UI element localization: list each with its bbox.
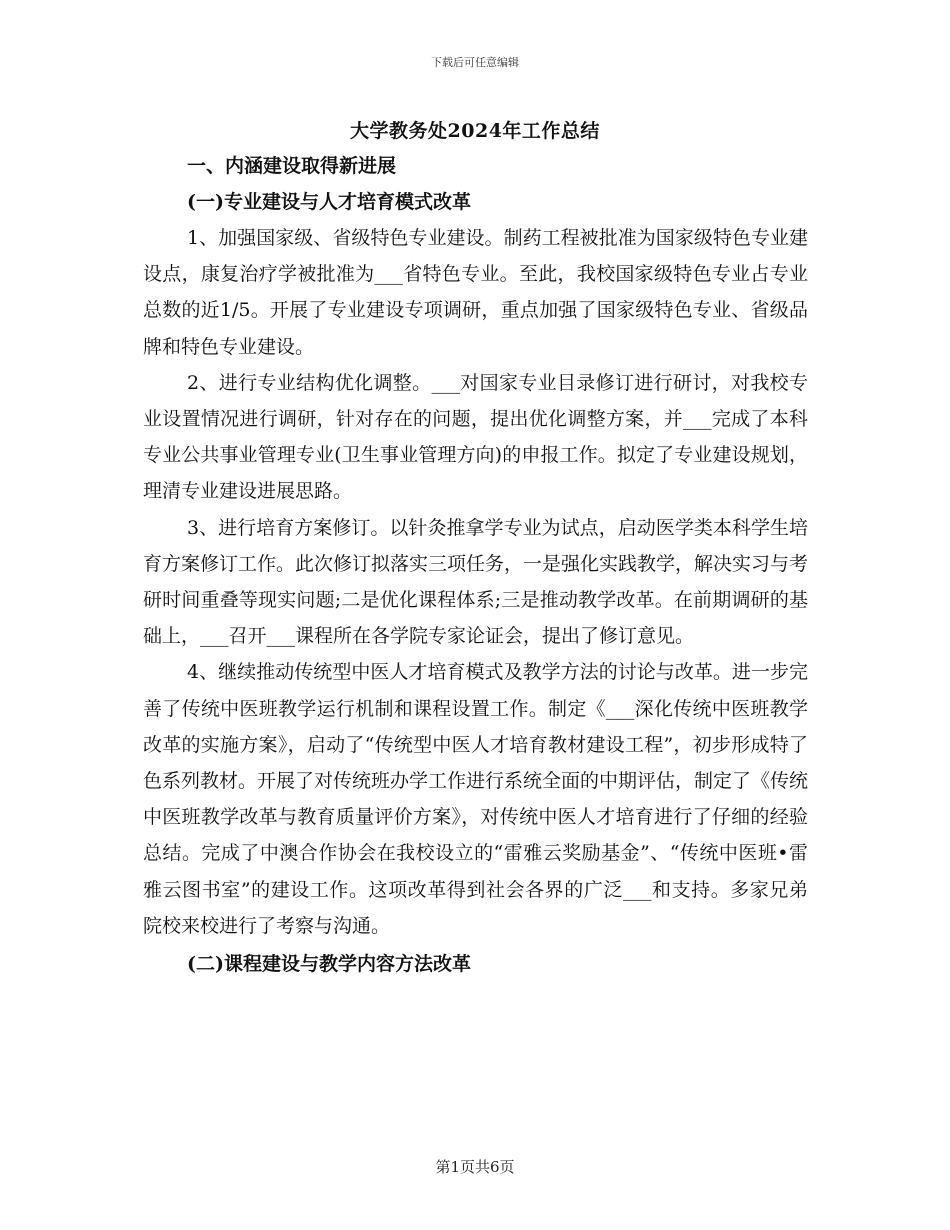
document-body xyxy=(143,148,808,982)
page-number: 第1页共6页 xyxy=(435,1158,515,1176)
section-heading-1: 一、内涵建设取得新进展 xyxy=(187,155,397,177)
paragraph-1: 1、加强国家级、省级特色专业建设。制药工程被批准为国家级特色专业建设点，康复治疗学被批准为___省特色专业。至此，我校国家级特色专业占专业总数的近1/5。开展了专业建设专项调研，重点加强了国家级特色专业、省级品牌和特色专业建设。 xyxy=(143,227,808,358)
subsection-heading-2: (二)课程建设与教学内容方法改革 xyxy=(187,953,471,976)
subsection-heading-1: (一)专业建设与人才培育模式改革 xyxy=(187,191,471,213)
paragraph-2: 2、进行专业结构优化调整。___对国家专业目录修订进行研讨，对我校专业设置情况进行调研，针对存在的问题，提出优化调整方案，并___完成了本科专业公共事业管理专业(卫生事业管理方向)的申报工作。拟定了专业建设规划，理清专业建设进展思路。 xyxy=(143,371,808,503)
paragraph-3: 3、进行培育方案修订。以针灸推拿学专业为试点，启动医学类本科学生培育方案修订工作。此次修订拟落实三项任务，一是强化实践教学，解决实习与考研时间重叠等现实问题;二是优化课程体系;三是推动教学改革。在前期调研的基础上，___召开___课程所在各学院专家论证会，提出了修订意见。 xyxy=(143,516,809,648)
page-header: 下载后可任意编辑 xyxy=(431,56,519,69)
paragraph-4: 4、继续推动传统型中医人才培育模式及教学方法的讨论与改革。进一步完善了传统中医班教学运行机制和课程设置工作。制定《___深化传统中医班教学改革的实施方案》，启动了“传统型中医人才培育教材建设工程”，初步形成特了色系列教材。开展了对传统班办学工作进行系统全面的中期评估，制定了《传统中医班教学改革与教育质量评价方案》，对传统中医人才培育进行了仔细的经验总结。完成了中澳合作协会在我校设立的“雷雅云奖励基金”、“传统中医班•雷雅云图书室”的建设工作。这项改革得到社会各界的广泛___和支持。多家兄弟院校来校进行了考察与沟通。 xyxy=(143,661,809,937)
document-title: 大学教务处2024年工作总结 xyxy=(350,120,600,142)
